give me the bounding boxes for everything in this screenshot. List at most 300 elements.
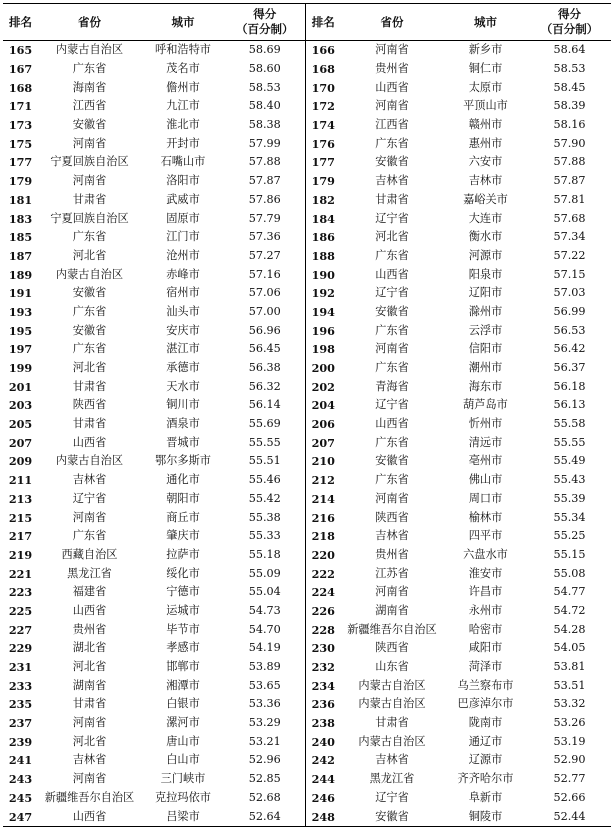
left-province-cell: 河南省 [72,136,107,150]
table-row [3,209,611,228]
left-province-cell: 山西省 [72,603,107,617]
left-province-cell: 甘肃省 [72,417,107,431]
left-city-cell: 漯河市 [166,716,200,730]
left-province-cell: 安徽省 [72,286,107,300]
right-rank-cell: 170 [311,80,335,95]
left-city-cell: 克拉玛依市 [155,790,211,804]
left-score-cell: 53.65 [225,676,305,695]
right-rank-cell: 226 [311,603,335,618]
left-score-cell: 55.69 [225,415,305,434]
left-score-cell: 55.09 [225,564,305,583]
table-row [3,732,611,751]
left-score-cell: 56.14 [225,396,305,415]
left-city-cell: 汕头市 [166,304,200,318]
left-province-cell: 河北省 [72,734,107,748]
score-header-line1: 得分 [253,7,277,21]
left-province-cell: 河北省 [72,660,107,674]
left-rank-cell: 177 [8,155,33,170]
right-province-cell: 广东省 [375,323,409,337]
left-city-cell: 酒泉市 [166,417,200,431]
left-province-cell: 山西省 [72,809,107,823]
right-city-cell: 河源市 [468,248,503,262]
right-score-cell: 52.66 [553,790,586,804]
left-province-cell: 广东省 [72,304,107,318]
right-score-cell: 57.90 [553,136,586,150]
right-city-cell: 佛山市 [468,473,503,487]
right-rank-cell: 230 [311,641,335,656]
left-score-cell: 56.96 [225,321,305,340]
left-score-cell: 56.45 [225,340,305,359]
right-rank-cell: 204 [311,398,335,413]
left-province-cell: 吉林省 [72,473,107,487]
left-province-cell: 广东省 [72,529,107,543]
left-province-cell: 内蒙古自治区 [55,267,124,281]
left-score-cell: 57.00 [225,303,305,322]
left-city-cell: 毕节市 [166,622,200,636]
left-city-cell: 白银市 [166,697,200,711]
left-city-cell: 宁德市 [166,585,200,599]
right-score-cell: 54.77 [553,585,586,599]
left-rank-cell: 243 [8,772,33,787]
left-province-cell: 宁夏回族自治区 [50,155,129,169]
right-score-cell: 53.32 [553,697,586,711]
left-city-cell: 肇庆市 [166,529,200,543]
right-score-cell: 54.28 [553,622,586,636]
right-city-cell: 忻州市 [468,417,503,431]
table-row [3,340,611,359]
left-rank-cell: 209 [8,454,33,469]
right-province-cell: 山西省 [375,417,409,431]
right-province-cell: 河南省 [375,99,409,113]
table-row [3,639,611,658]
right-city-cell: 齐齐哈尔市 [457,772,514,786]
left-rank-cell: 201 [8,379,33,394]
right-city-cell: 阜新市 [468,790,503,804]
right-score-cell: 58.53 [553,62,586,76]
table-row [3,546,611,565]
table-row [3,116,611,135]
left-rank-cell: 199 [8,361,33,376]
right-city-cell: 惠州市 [468,136,503,150]
right-score-cell: 55.08 [553,566,586,580]
left-score-cell: 52.64 [225,807,305,826]
right-score-cell: 52.90 [553,753,586,767]
left-city-cell: 洛阳市 [166,174,200,188]
table-row [3,377,611,396]
right-city-cell: 菏泽市 [468,660,503,674]
right-city-cell: 葫芦岛市 [463,398,508,412]
left-score-cell: 57.16 [225,265,305,284]
right-city-cell: 咸阳市 [468,641,503,655]
left-score-cell: 55.18 [225,546,305,565]
right-province-cell: 黑龙江省 [369,772,415,786]
left-rank-cell: 227 [8,622,33,637]
left-score-cell: 58.69 [225,41,305,60]
left-score-cell: 55.04 [225,583,305,602]
left-city-cell: 三门峡市 [160,772,206,786]
right-rank-cell: 236 [311,697,335,712]
table-row [3,247,611,266]
left-city-cell: 九江市 [166,99,200,113]
left-province-cell: 福建省 [72,585,107,599]
right-province-cell: 山东省 [375,660,409,674]
right-province-cell: 辽宁省 [375,211,409,225]
table-row [3,97,611,116]
left-city-cell: 绥化市 [166,566,200,580]
right-rank-cell: 244 [311,772,335,787]
table-row [3,583,611,602]
table-row [3,620,611,639]
right-city-cell: 铜仁市 [468,62,503,76]
left-city-cell: 运城市 [166,603,200,617]
table-row [3,508,611,527]
right-rank-cell: 198 [311,342,335,357]
right-city-cell: 六盘水市 [463,547,508,561]
left-score-cell: 55.33 [225,527,305,546]
right-city-cell: 周口市 [468,491,503,505]
left-rank-cell: 171 [8,99,33,114]
right-city-cell: 云浮市 [468,323,503,337]
right-city-cell: 新乡市 [468,43,503,57]
right-rank-cell: 179 [311,174,335,189]
right-province-cell: 山西省 [375,80,409,94]
left-province-cell: 山西省 [72,435,107,449]
table-row [3,153,611,172]
left-rank-cell: 189 [8,267,33,282]
left-city-cell: 白山市 [166,753,200,767]
left-score-cell: 53.29 [225,714,305,733]
left-province-cell: 河北省 [72,361,107,375]
left-province-cell: 辽宁省 [72,491,107,505]
right-rank-cell: 200 [311,361,335,376]
right-city-cell: 平顶山市 [463,99,508,113]
right-score-cell: 55.58 [553,417,586,431]
table-row [3,303,611,322]
left-rank-cell: 217 [8,529,33,544]
left-city-cell: 江门市 [166,230,200,244]
table-row [3,433,611,452]
right-province-cell: 广东省 [375,435,409,449]
left-province-cell: 黑龙江省 [67,566,112,580]
right-rank-cell: 166 [311,43,335,58]
right-score-cell: 56.13 [553,398,586,412]
table-row [3,714,611,733]
right-rank-cell: 212 [311,473,335,488]
right-city-cell: 吉林市 [468,174,503,188]
right-score-cell: 55.15 [553,547,586,561]
left-score-cell: 55.46 [225,471,305,490]
table-row [3,452,611,471]
right-province-cell: 河南省 [375,491,409,505]
left-score-cell: 57.86 [225,191,305,210]
left-city-cell: 开封市 [166,136,200,150]
table-row [3,751,611,770]
right-province-cell: 新疆维吾尔自治区 [347,622,437,636]
left-score-cell: 54.70 [225,620,305,639]
left-score-cell: 58.60 [225,60,305,79]
city-ranking-table [3,3,611,827]
right-rank-cell: 224 [311,585,335,600]
right-province-cell: 辽宁省 [375,398,409,412]
left-score-cell: 57.79 [225,209,305,228]
score-header [528,4,611,41]
left-rank-cell: 165 [8,43,33,58]
table-row [3,564,611,583]
left-city-cell: 湘潭市 [166,678,200,692]
left-city-cell: 晋城市 [166,435,200,449]
left-province-cell: 广东省 [72,62,107,76]
table-row [3,676,611,695]
right-rank-cell: 177 [311,155,335,170]
right-rank-cell: 172 [311,99,335,114]
left-rank-cell: 225 [8,603,33,618]
left-rank-cell: 219 [8,547,33,562]
right-rank-cell: 176 [311,136,335,151]
right-city-cell: 许昌市 [468,585,503,599]
right-city-cell: 大连市 [468,211,503,225]
right-province-cell: 安徽省 [375,155,409,169]
left-score-cell: 58.53 [225,78,305,97]
right-rank-cell: 184 [311,211,335,226]
left-rank-cell: 181 [8,192,33,207]
right-city-cell: 海东市 [468,379,503,393]
right-province-cell: 湖南省 [375,603,409,617]
right-score-cell: 52.44 [553,809,586,823]
table-row [3,658,611,677]
right-score-cell: 53.19 [553,734,586,748]
left-province-cell: 河南省 [72,772,107,786]
left-city-cell: 淮北市 [166,118,200,132]
left-city-cell: 天水市 [166,379,200,393]
right-score-cell: 55.34 [553,510,586,524]
right-rank-cell: 240 [311,734,335,749]
right-city-cell: 衡水市 [468,230,503,244]
left-province-cell: 河南省 [72,174,107,188]
right-city-cell: 滁州市 [468,304,503,318]
left-province-cell: 吉林省 [72,753,107,767]
right-province-cell: 广东省 [375,248,409,262]
right-city-cell: 六安市 [468,155,503,169]
rank-header: 排名 [305,4,341,41]
right-city-cell: 巴彦淖尔市 [457,697,514,711]
right-province-cell: 河南省 [375,342,409,356]
right-score-cell: 58.16 [553,118,586,132]
table-row [3,172,611,191]
right-city-cell: 清远市 [468,435,503,449]
city-header: 城市 [141,4,225,41]
table-row [3,134,611,153]
right-city-cell: 潮州市 [468,361,503,375]
left-province-cell: 内蒙古自治区 [55,454,124,468]
right-city-cell: 信阳市 [468,342,503,356]
left-city-cell: 呼和浩特市 [155,43,211,57]
table-row [3,191,611,210]
table-row [3,415,611,434]
right-province-cell: 广东省 [375,473,409,487]
left-rank-cell: 168 [8,80,33,95]
left-rank-cell: 211 [8,473,33,488]
right-city-cell: 辽源市 [468,753,503,767]
left-rank-cell: 231 [8,660,33,675]
left-score-cell: 56.38 [225,359,305,378]
right-rank-cell: 234 [311,678,335,693]
right-province-cell: 甘肃省 [375,716,409,730]
left-score-cell: 54.73 [225,602,305,621]
left-province-cell: 江西省 [72,99,107,113]
left-rank-cell: 207 [8,435,33,450]
left-rank-cell: 245 [8,790,33,805]
left-score-cell: 53.36 [225,695,305,714]
right-rank-cell: 206 [311,417,335,432]
right-rank-cell: 222 [311,566,335,581]
left-rank-cell: 241 [8,753,33,768]
right-rank-cell: 207 [311,435,335,450]
table-header-row [3,4,611,41]
right-rank-cell: 196 [311,323,335,338]
left-province-cell: 海南省 [72,80,107,94]
right-province-cell: 吉林省 [375,753,409,767]
right-score-cell: 54.72 [553,603,586,617]
left-rank-cell: 175 [8,136,33,151]
right-score-cell: 55.49 [553,454,586,468]
left-city-cell: 通化市 [166,473,200,487]
right-city-cell: 嘉峪关市 [463,192,508,206]
left-city-cell: 商丘市 [166,510,200,524]
right-province-cell: 广东省 [375,136,409,150]
left-province-cell: 湖北省 [72,641,107,655]
right-score-cell: 58.39 [553,99,586,113]
left-city-cell: 固原市 [166,211,200,225]
right-city-cell: 阳泉市 [468,267,503,281]
right-city-cell: 淮安市 [468,566,503,580]
right-score-cell: 58.45 [553,80,586,94]
right-rank-cell: 232 [311,660,335,675]
right-score-cell: 57.34 [553,230,586,244]
right-province-cell: 贵州省 [375,547,409,561]
right-rank-cell: 186 [311,230,335,245]
right-score-cell: 57.81 [553,192,586,206]
table-body [3,41,611,827]
table-row [3,41,611,60]
right-rank-cell: 190 [311,267,335,282]
right-rank-cell: 238 [311,716,335,731]
right-province-cell: 河南省 [375,585,409,599]
left-score-cell: 52.68 [225,789,305,808]
right-rank-cell: 168 [311,62,335,77]
left-city-cell: 安庆市 [166,323,200,337]
left-city-cell: 拉萨市 [166,547,200,561]
table-row [3,602,611,621]
table-row [3,60,611,79]
right-score-cell: 52.77 [553,772,586,786]
province-header: 省份 [38,4,141,41]
left-city-cell: 孝感市 [166,641,200,655]
right-city-cell: 永州市 [468,603,503,617]
left-score-cell: 57.99 [225,134,305,153]
right-score-cell: 53.51 [553,678,586,692]
left-score-cell: 57.06 [225,284,305,303]
right-province-cell: 安徽省 [375,809,409,823]
right-rank-cell: 214 [311,491,335,506]
left-rank-cell: 191 [8,286,33,301]
left-rank-cell: 235 [8,697,33,712]
right-city-cell: 榆林市 [468,510,503,524]
left-rank-cell: 183 [8,211,33,226]
left-city-cell: 宿州市 [166,286,200,300]
left-province-cell: 内蒙古自治区 [55,43,124,57]
right-score-cell: 57.15 [553,267,586,281]
right-score-cell: 55.43 [553,473,586,487]
left-province-cell: 河南省 [72,716,107,730]
right-score-cell: 57.68 [553,211,586,225]
left-city-cell: 承德市 [166,361,200,375]
left-city-cell: 儋州市 [166,80,200,94]
right-rank-cell: 174 [311,118,335,133]
left-city-cell: 茂名市 [166,62,200,76]
right-city-cell: 赣州市 [468,118,503,132]
right-rank-cell: 202 [311,379,335,394]
right-province-cell: 贵州省 [375,62,409,76]
right-province-cell: 甘肃省 [375,192,409,206]
left-score-cell: 57.87 [225,172,305,191]
left-province-cell: 贵州省 [72,622,107,636]
left-city-cell: 唐山市 [166,734,200,748]
right-city-cell: 哈密市 [468,622,503,636]
left-city-cell: 吕梁市 [166,809,200,823]
right-score-cell: 54.05 [553,641,586,655]
left-city-cell: 鄂尔多斯市 [155,454,211,468]
right-province-cell: 河北省 [375,230,409,244]
table-row [3,228,611,247]
right-score-cell: 56.42 [553,342,586,356]
left-province-cell: 安徽省 [72,118,107,132]
left-city-cell: 沧州市 [166,248,200,262]
left-rank-cell: 215 [8,510,33,525]
left-score-cell: 53.89 [225,658,305,677]
left-score-cell: 52.96 [225,751,305,770]
right-score-cell: 56.37 [553,361,586,375]
table-row [3,359,611,378]
right-province-cell: 河南省 [375,43,409,57]
right-province-cell: 辽宁省 [375,286,409,300]
left-rank-cell: 239 [8,734,33,749]
right-rank-cell: 188 [311,248,335,263]
left-score-cell: 55.38 [225,508,305,527]
right-rank-cell: 216 [311,510,335,525]
left-city-cell: 武威市 [166,192,200,206]
right-province-cell: 内蒙古自治区 [358,697,426,711]
right-province-cell: 江苏省 [375,566,409,580]
left-province-cell: 甘肃省 [72,379,107,393]
table-row [3,78,611,97]
right-rank-cell: 246 [311,790,335,805]
right-province-cell: 江西省 [375,118,409,132]
right-rank-cell: 220 [311,547,335,562]
left-province-cell: 新疆维吾尔自治区 [44,790,135,804]
right-score-cell: 56.18 [553,379,586,393]
right-province-cell: 吉林省 [375,529,409,543]
score-header-line2: （百分制） [540,22,599,36]
left-province-cell: 河北省 [72,248,107,262]
left-rank-cell: 195 [8,323,33,338]
table-row [3,471,611,490]
left-score-cell: 58.38 [225,116,305,135]
table-row [3,396,611,415]
table-row [3,490,611,509]
left-score-cell: 58.40 [225,97,305,116]
right-score-cell: 57.87 [553,174,586,188]
left-rank-cell: 247 [8,809,33,824]
